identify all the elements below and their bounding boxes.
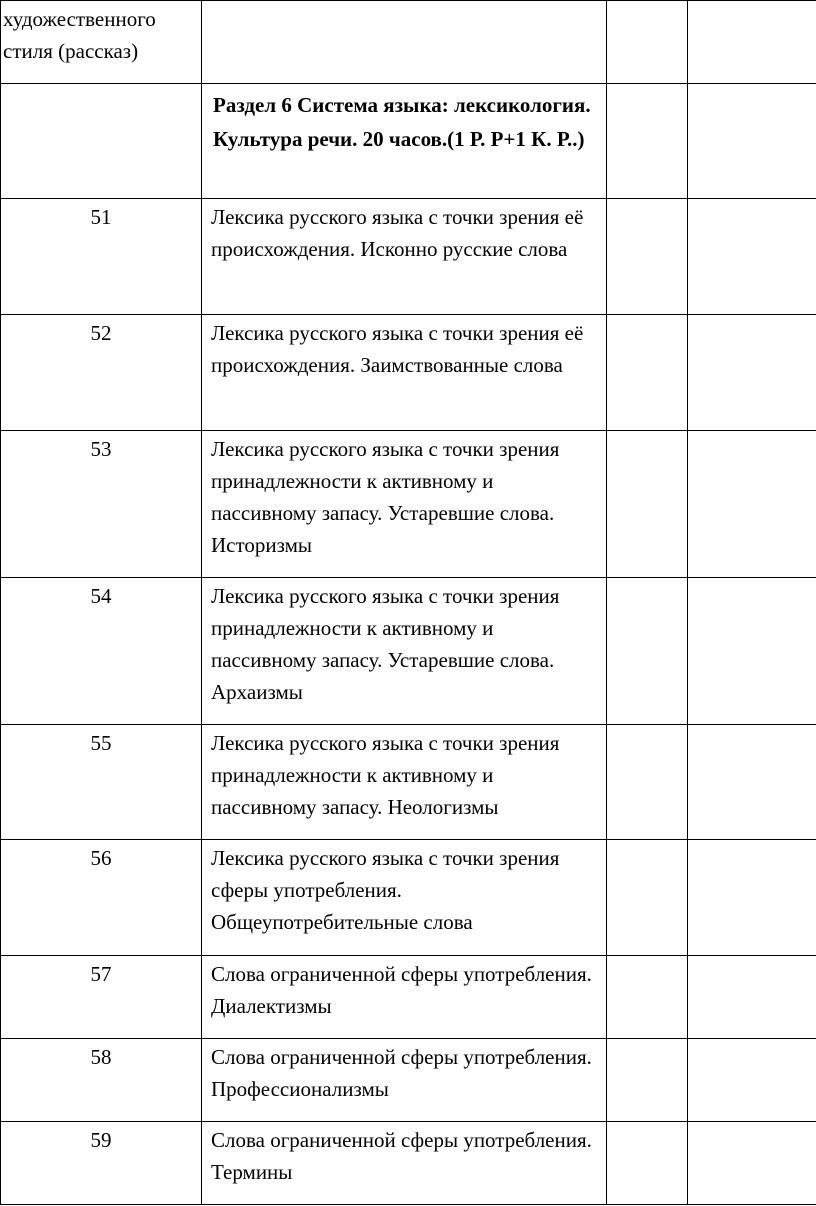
table-cell-empty [688, 315, 816, 431]
table-cell-empty [688, 840, 816, 956]
table-cell-continued-topic [1, 1, 202, 84]
table-cell-empty [607, 84, 688, 199]
table-cell-empty [688, 84, 816, 199]
lesson-number: 51 [1, 199, 202, 315]
table-cell-empty [607, 1, 688, 84]
table-cell-empty [688, 956, 816, 1039]
lesson-number: 55 [1, 725, 202, 840]
table-cell-empty [688, 199, 816, 315]
table-cell-empty [688, 1039, 816, 1122]
table-cell-empty [607, 199, 688, 315]
table-row [1, 1, 816, 84]
table-cell-empty [688, 1122, 816, 1205]
table-cell-empty [688, 578, 816, 725]
table-cell-empty [607, 840, 688, 956]
lesson-number: 53 [1, 431, 202, 578]
table-row [1, 315, 816, 431]
lesson-number: 59 [1, 1122, 202, 1205]
table-cell-empty [607, 431, 688, 578]
table-row [1, 956, 816, 1039]
table-cell-empty [607, 725, 688, 840]
table-row [1, 840, 816, 956]
table-row [1, 1122, 816, 1205]
table-row [1, 199, 816, 315]
table-cell-empty [607, 315, 688, 431]
table-cell-empty [607, 956, 688, 1039]
table-row [1, 578, 816, 725]
table-cell-empty [202, 1, 607, 84]
table-cell-empty [607, 1122, 688, 1205]
table-cell-empty [688, 431, 816, 578]
table-row [1, 431, 816, 578]
table-row [1, 725, 816, 840]
lesson-topic: Лексика русского языка с точки зрения принадлежности к активному и пассивному запасу. Устаревшие слова. Историзмы [202, 431, 607, 578]
lesson-topic: Слова ограниченной сферы употребления. Диалектизмы [202, 956, 607, 1039]
table-cell-empty [607, 1039, 688, 1122]
lesson-topic: Лексика русского языка с точки зрения её происхождения. Исконно русские слова [202, 199, 607, 315]
lesson-number: 56 [1, 840, 202, 956]
section-title: Раздел 6 Система языка: лексикология. Культура речи. 20 часов.(1 Р. Р+1 К. Р..) [202, 84, 607, 199]
table-cell-empty [607, 578, 688, 725]
table-row [1, 1039, 816, 1122]
table-cell-empty [688, 1, 816, 84]
continued-topic-line-1: художественного [3, 7, 156, 31]
lesson-number: 58 [1, 1039, 202, 1122]
lesson-number: 52 [1, 315, 202, 431]
table-cell-empty [688, 725, 816, 840]
lesson-number: 54 [1, 578, 202, 725]
lesson-topic: Слова ограниченной сферы употребления. Термины [202, 1122, 607, 1205]
continued-topic-line-2: стиля (рассказ) [3, 39, 139, 63]
lesson-topic: Лексика русского языка с точки зрения принадлежности к активному и пассивному запасу. Неологизмы [202, 725, 607, 840]
lesson-topic: Лексика русского языка с точки зрения её происхождения. Заимствованные слова [202, 315, 607, 431]
table-cell-empty [1, 84, 202, 199]
lesson-number: 57 [1, 956, 202, 1039]
section-row [1, 84, 816, 199]
lesson-topic: Лексика русского языка с точки зрения сферы употребления. Общеупотребительные слова [202, 840, 607, 956]
lesson-topic: Лексика русского языка с точки зрения принадлежности к активному и пассивному запасу. Устаревшие слова. Архаизмы [202, 578, 607, 725]
lesson-topic: Слова ограниченной сферы употребления. Профессионализмы [202, 1039, 607, 1122]
